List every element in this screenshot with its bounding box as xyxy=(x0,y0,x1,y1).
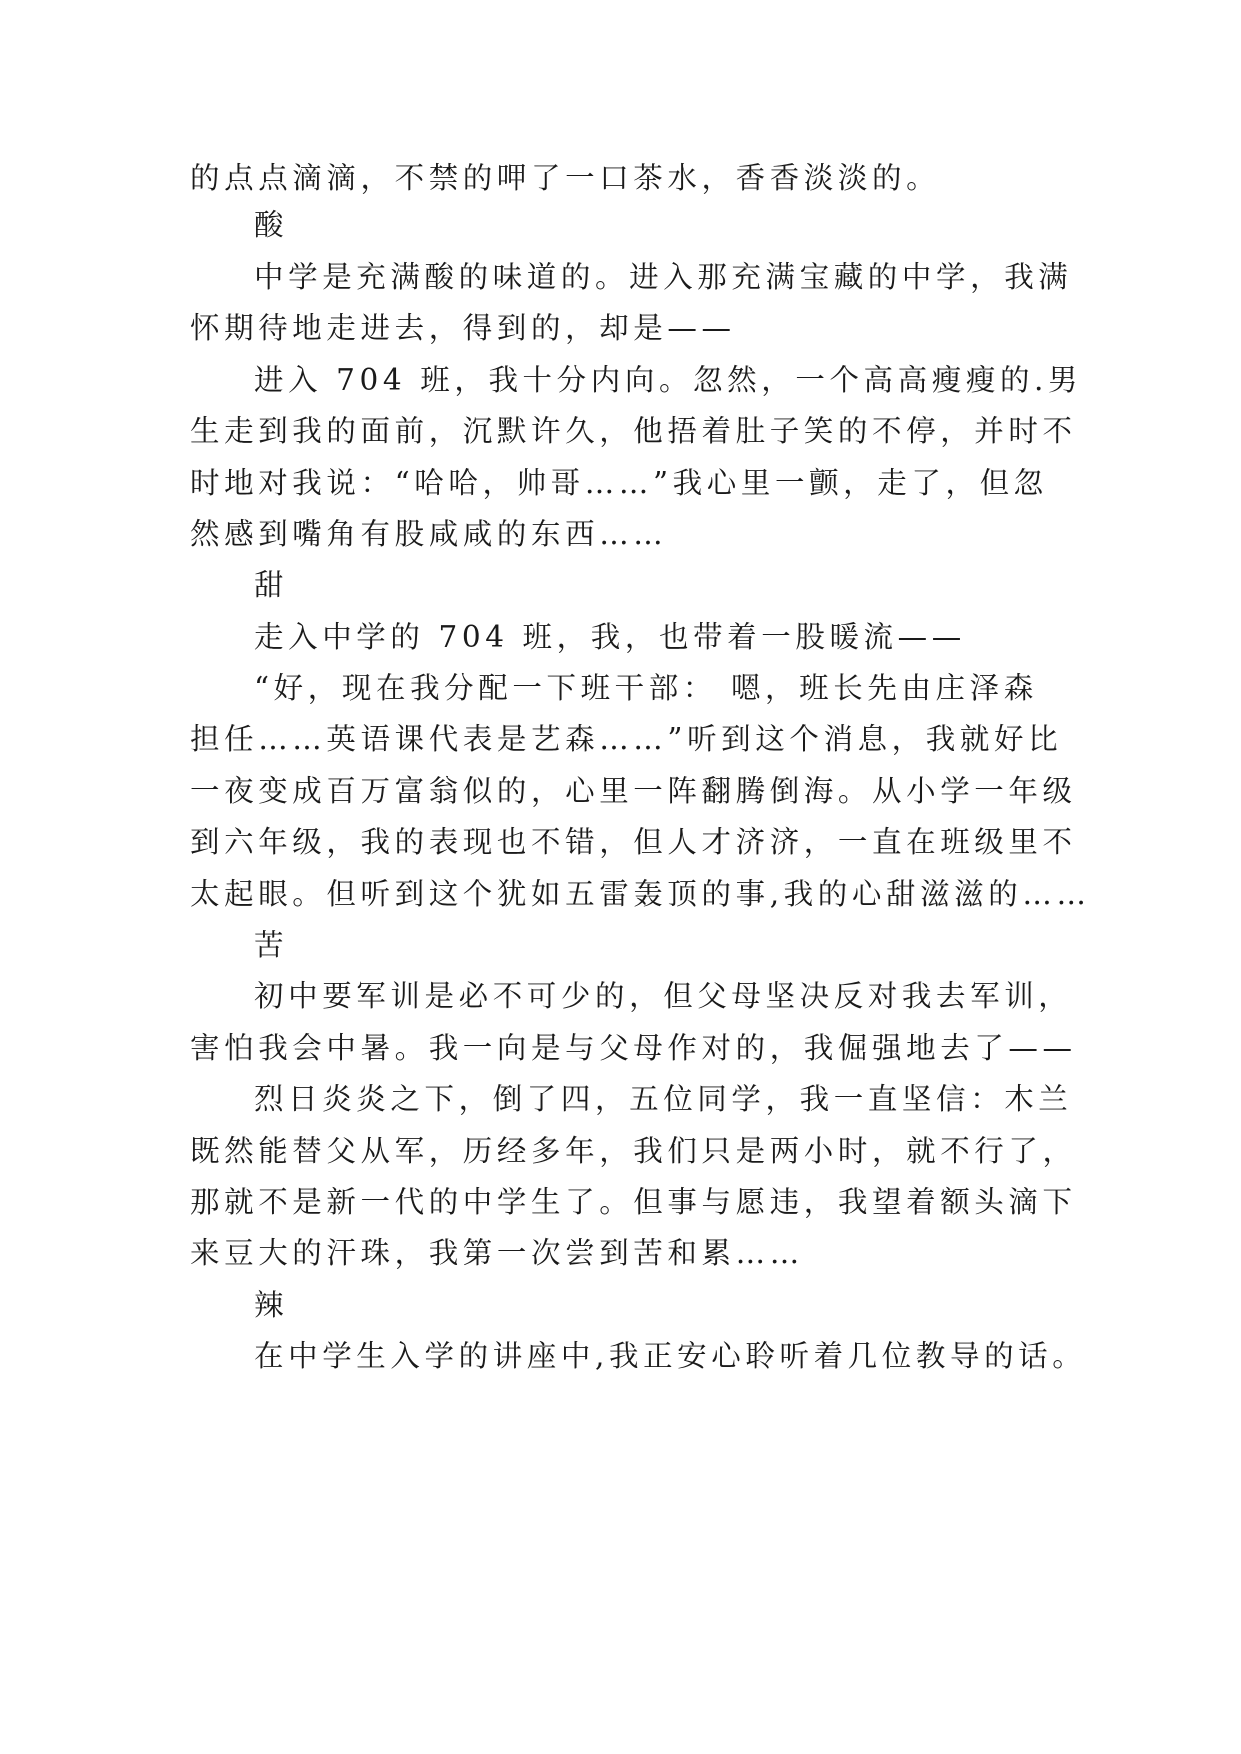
text-line: 初中要军训是必不可少的，但父母坚决反对我去军训， xyxy=(254,979,1073,1013)
text-line: 担任……英语课代表是艺森……”听到这个消息，我就好比 xyxy=(190,722,1063,756)
text-line: 中学是充满酸的味道的。进入那充满宝藏的中学，我满 xyxy=(254,260,1073,294)
text-line: “好，现在我分配一下班干部： 嗯，班长先由庄泽森 xyxy=(254,671,1038,705)
section-heading-spicy: 辣 xyxy=(254,1288,289,1322)
text-line: 那就不是新一代的中学生了。但事与愿违，我望着额头滴下 xyxy=(190,1185,1077,1219)
text-line: 的点点滴滴，不禁的呷了一口茶水，香香淡淡的。 xyxy=(190,161,941,195)
text-line: 进入 704 班，我十分内向。忽然，一个高高瘦瘦的.男 xyxy=(254,363,1083,397)
text-line: 来豆大的汗珠，我第一次尝到苦和累…… xyxy=(190,1236,804,1270)
text-line: 既然能替父从军，历经多年，我们只是两小时，就不行了， xyxy=(190,1134,1077,1168)
section-heading-sour: 酸 xyxy=(254,208,289,242)
section-heading-bitter: 苦 xyxy=(254,928,289,962)
text-line: 时地对我说：“哈哈，帅哥……”我心里一颤，走了，但忽 xyxy=(190,466,1048,500)
text-line: 生走到我的面前，沉默许久，他捂着肚子笑的不停，并时不 xyxy=(190,414,1077,448)
text-line: 然感到嘴角有股咸咸的东西…… xyxy=(190,517,668,551)
text-line: 太起眼。但听到这个犹如五雷轰顶的事,我的心甜滋滋的…… xyxy=(190,877,1091,911)
text-line: 到六年级，我的表现也不错，但人才济济，一直在班级里不 xyxy=(190,825,1077,859)
section-heading-sweet: 甜 xyxy=(254,568,289,602)
text-line: 走入中学的 704 班，我，也带着一股暖流—— xyxy=(254,620,966,654)
text-line: 在中学生入学的讲座中,我正安心聆听着几位教导的话。 xyxy=(254,1339,1087,1373)
text-line: 烈日炎炎之下，倒了四，五位同学，我一直坚信：木兰 xyxy=(254,1082,1073,1116)
text-line: 怀期待地走进去，得到的，却是—— xyxy=(190,311,736,345)
text-line: 一夜变成百万富翁似的，心里一阵翻腾倒海。从小学一年级 xyxy=(190,774,1077,808)
text-line: 害怕我会中暑。我一向是与父母作对的，我倔强地去了—— xyxy=(190,1031,1077,1065)
